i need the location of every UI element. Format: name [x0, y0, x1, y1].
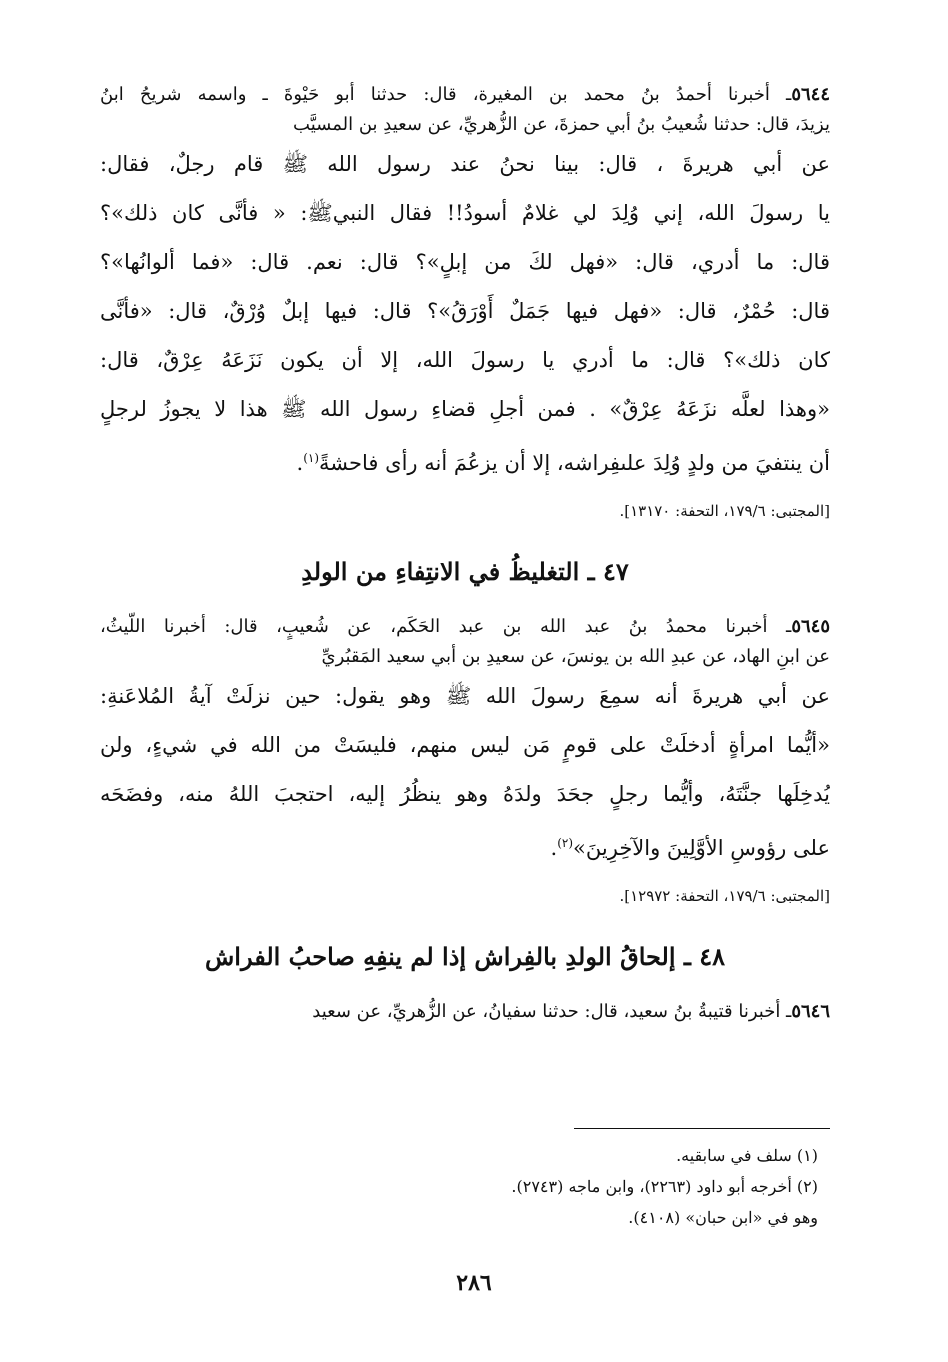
hadith-text-line: قال: حُمْرٌ، قال: «فهل فيها جَمَلٌ أَوْرَقُ»؟ قال: فيها إبلٌ وُرْقٌ، قال: «فأنَّى — [100, 299, 830, 323]
section-heading-47: ٤٧ ـ التغليظُ في الانتِفاءِ من الولدِ — [301, 557, 629, 586]
hadith-text-line: عن أبي هريرةَ أنه سمِعَ رسولَ الله ﷺ وهو يقول: حين نزلَتْ آيةُ المُلاعَنةِ: — [100, 684, 830, 708]
hadith-5646 — [100, 997, 830, 1027]
hadith-5644 — [100, 80, 830, 524]
chain-text: ـ أخبرنا محمدُ بنُ عبد الله بن عبد الحَكَم، عن شُعيبٍ، قال: أخبرنا اللَّيثُ، — [100, 616, 792, 637]
hadith-text-line: عن أبي هريرةَ ، قال: بينا نحنُ عند رسول الله ﷺ قام رجلٌ، فقال: — [100, 152, 830, 176]
chain-text: ـ أخبرنا قتيبةُ بنُ سعيد، قال: حدثنا سفيانُ، عن الزُّهريِّ، عن سعيد — [312, 1001, 792, 1022]
hadith-chain-line: عن ابنِ الهاد، عن عبدِ الله بن يونسَ، عن سعيدِ بن أبي سعيد المَقبُريِّ — [321, 646, 830, 667]
hadith-text-line: «أيُّما امرأةٍ أدخلَتْ على قومٍ مَن ليس منهم، فليسَتْ من الله في شيءٍ، ولن — [100, 733, 830, 757]
hadith-number: ٥٦٤٥ — [791, 616, 830, 637]
section-heading-48: ٤٨ ـ إلحاقُ الولدِ بالفِراش إذا لم ينفِهِ صاحبُ الفراش — [204, 942, 726, 971]
hadith-text-final: أن ينتفيَ من ولدٍ وُلِدَ علىفِراشه، إلا أن يزعُمَ أنه رأى فاحشةً — [319, 451, 830, 475]
hadith-chain-line: يزيدَ، قال: حدثنا شُعيبُ بنُ أبي حمزةَ، عن الزُّهريِّ، عن سعيدِ بن المسيَّب — [293, 114, 830, 135]
footnote-item: (٢) أخرجه أبو داود (٢٢٦٣)، وابن ماجه (٢٧٤٣). — [511, 1177, 818, 1196]
chain-text: ـ أخبرنا أحمدُ بنُ محمد بن المغيرة، قال: حدثنا أبو حَيْوةَ ـ واسمه شريحُ ابنُ — [100, 84, 792, 105]
hadith-text-line: قال: ما أدري، قال: «فهل لكَ من إبلٍ»؟ قال: نعم. قال: «فما ألوانُها»؟ — [100, 250, 830, 274]
hadith-text-line: أن ينتفيَ من ولدٍ وُلِدَ علىفِراشه، إلا أن يزعُمَ أنه رأى فاحشةً$^{(١)}$. — [296, 451, 830, 475]
footnotes — [300, 1140, 818, 1233]
hadith-number: ٥٦٤٦ — [791, 1001, 830, 1022]
footnote-item: وهو في «ابن حبان» (٤١٠٨). — [628, 1208, 818, 1227]
hadith-chain-line — [100, 80, 830, 110]
footnote-item: (١) سلف في سابقيه. — [676, 1146, 818, 1165]
hadith-chain-line — [100, 997, 830, 1027]
footnote-marker[interactable]: (١) — [303, 451, 320, 465]
hadith-5645 — [100, 612, 830, 909]
hadith-text-line: «وهذا لعلَّه نزَعَهُ عِرْقٌ» . فمن أجلِ قضاءِ رسول الله ﷺ هذا لا يجوزُ لرجلٍ — [100, 397, 830, 421]
reference-citation: [المجتبى: ١٧٩/٦، التحفة: ١٢٩٧٢]. — [619, 887, 830, 905]
footnote-divider — [574, 1128, 830, 1129]
reference-citation: [المجتبى: ١٧٩/٦، التحفة: ١٣١٧٠]. — [619, 502, 830, 520]
hadith-text-line: يُدخِلَها جنَّتَهُ، وأيُّما رجلٍ جحَدَ ولدَهُ وهو ينظُرُ إليه، احتجبَ اللهُ منه، وفضَحَه — [100, 782, 830, 806]
footnote-marker[interactable]: (٢) — [557, 836, 574, 850]
hadith-text-final: على رؤوسِ الأوَّلِينَ والآخِرِينَ» — [573, 836, 830, 860]
hadith-chain-line — [100, 612, 830, 642]
page-number: ٢٨٦ — [456, 1270, 492, 1296]
hadith-text-line: يا رسولَ الله، إني وُلِدَ لي غلامٌ أسودُ!! فقال النبيﷺ: « فأنَّى كان ذلك»؟ — [100, 201, 830, 225]
hadith-text-line: على رؤوسِ الأوَّلِينَ والآخِرِينَ»$^{(٢)}$. — [550, 836, 830, 860]
hadith-text-line: كان ذلك»؟ قال: ما أدري يا رسولَ الله، إلا أن يكون نَزَعَهُ عِرْقٌ، قال: — [100, 348, 830, 372]
hadith-number: ٥٦٤٤ — [791, 84, 830, 105]
